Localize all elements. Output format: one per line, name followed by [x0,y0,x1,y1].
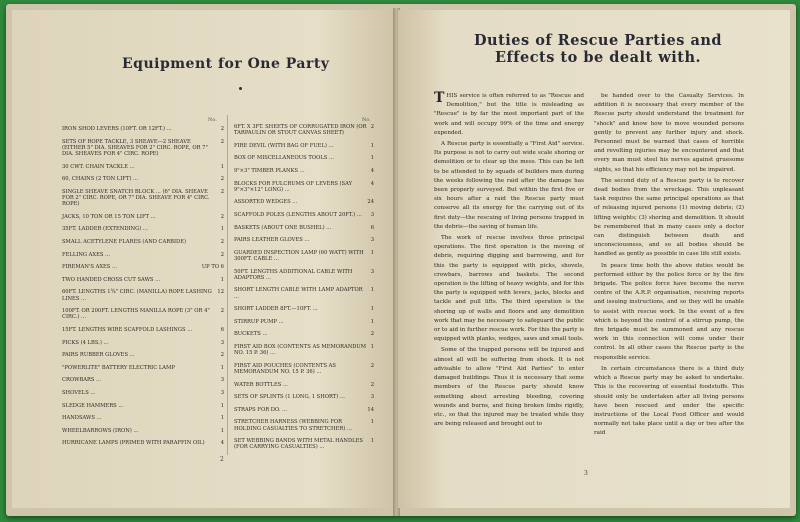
equipment-item: SHOVELS ... [62,389,96,396]
left-page [12,10,394,508]
equipment-quantity: 2 [220,238,224,245]
equipment-item: PAIRS RUBBER GLOVES ... [62,352,135,359]
paragraph [434,234,584,344]
equipment-quantity: 2 [220,188,224,195]
booklet [6,4,796,516]
equipment-item: SETS OF ROPE TACKLE, 3 SHEAVE—2 SHEAVE (EITHER 5" DIA. SHEAVES FOR 2" CIRC. ROPE, OR 7" DIA. SHEAVES FOR 4" CIRC. ROPE) [62,138,208,157]
equipment-item: TWO HANDED CROSS CUT SAWS ... [62,276,161,283]
paragraph [594,365,744,439]
equipment-row [62,252,224,258]
equipment-item: STRETCHER HARNESS (WEBBING FOR HOLDING CASUALTIES TO STRETCHER) ... [234,419,352,432]
equipment-row [62,226,224,232]
equipment-quantity: 3 [370,268,374,275]
equipment-quantity: 1 [220,226,224,233]
equipment-row [234,181,374,193]
equipment-item: ASSORTED WEDGES ... [234,199,298,206]
duties-text-column-2 [594,92,744,441]
equipment-row [234,225,374,231]
equipment-item: JACKS, 10 TON OR 15 TON LIFT ... [62,213,156,220]
right-page-title [438,32,758,66]
right-page-number: 3 [584,470,588,477]
equipment-item: BUCKETS ... [234,331,268,338]
equipment-quantity: 1 [220,402,224,409]
equipment-quantity: 4 [370,167,374,174]
equipment-row [234,155,374,161]
equipment-quantity: 2 [220,176,224,183]
equipment-quantity: 2 [220,352,224,359]
equipment-item: STRAPS FOR DO. ... [234,406,288,413]
equipment-row [234,394,374,400]
equipment-item: 60FT. LENGTHS 1¾" CIRC. (MANILLA) ROPE LASHING LINES ... [62,289,212,302]
equipment-item: 100FT. OR 200FT. LENGTHS MANILLA ROPE (3" OR 4" CIRC.) ... [62,308,210,321]
equipment-item: 6FT. X 3FT. SHEETS OF CORRUGATED IRON (OR TARPAULIN OR STOUT CANVAS SHEET) [234,124,367,137]
equipment-quantity: 1 [370,306,374,313]
paragraph [434,346,584,429]
equipment-row [62,403,224,409]
left-page-number: 2 [220,456,224,463]
paragraph-text: be handed over to the Casualty Services. In addition it is necessary that every member of the Rescue party should understand the treatment for "shock" and know how to move wounded persons gently to prevent any further injury and shock. Personnel must be warned that cases of horrible and revolting injuries may be encountered and that every man must steel his nerves against gruesome sights, so that his efficiency may not be impaired. [594,93,744,173]
equipment-quantity: 3 [220,389,224,396]
equipment-quantity: 1 [370,438,374,445]
equipment-row [234,319,374,325]
paragraph-text: The work of rescue involves three principal operations. The first operation is the moving of debris, requiring digging and barrowing, and for this the party is equipped with picks, shovels, crowbars, barrows and baskets. The second operation is the lifting of heavy weights, and for this the party is equipped with levers, jacks, blocks and tackle and pull lifts. The third operation is the shoring up of walls and floors and any demolition work that may be necessary to safeguard the public or to aid in further rescue work. For this the party is equipped with planks, wedges, saws and small tools. [434,235,584,343]
equipment-row [62,239,224,245]
equipment-row [62,189,224,208]
equipment-row [234,382,374,388]
equipment-row [62,390,224,396]
equipment-item: IRON SHOD LEVERS (10FT. OR 12FT.) ... [62,126,172,132]
equipment-row [62,289,224,301]
equipment-quantity: 1 [370,155,374,162]
equipment-quantity: 3 [220,339,224,346]
equipment-item: FIRE DEVIL (WITH BAG OF FUEL) ... [234,142,334,149]
equipment-row [234,199,374,205]
equipment-item: 60, CHAINS (2 TON LIFT) ... [62,176,138,183]
equipment-quantity: 4 [220,440,224,447]
equipment-row [62,327,224,333]
equipment-row [234,212,374,218]
equipment-quantity: 1 [370,318,374,325]
equipment-item: 15FT. LENGTHS WIRE SCAFFOLD LASHINGS ... [62,326,193,333]
equipment-quantity: 4 [370,180,374,187]
equipment-row [234,237,374,243]
no-column-header-1: No. [208,117,217,123]
paragraph-text: A Rescue party is essentially a "First Aid" service. Its purpose is not to carry out wide scale shoring or demolition or to clear up the mess. This can be left to be attended to by squads of builders men during the weeks following the raid after the damage has been properly surveyed. But within the first five or six hours after a raid the Rescue party must conserve all its energy for the carrying out of its first duty—the rescuing of living persons trapped in the debris—the saving of human life. [434,141,584,230]
equipment-row [234,269,374,281]
equipment-quantity: 3 [370,211,374,218]
equipment-quantity: 2 [220,308,224,315]
right-title-line-1: Duties of Rescue Parties and [473,32,723,49]
equipment-item: STIRRUP PUMP ... [234,318,284,325]
equipment-row [62,440,224,446]
equipment-quantity: 1 [220,163,224,170]
equipment-quantity: 1 [220,415,224,422]
equipment-quantity: 1 [220,364,224,371]
equipment-quantity: 24 [367,199,374,206]
equipment-item: SINGLE SHEAVE SNATCH BLOCK ... (6" DIA. SHEAVE FOR 2" CIRC. ROPE, OR 7" DIA. SHEAVE FOR 4" CIRC. ROPE) [62,188,210,208]
equipment-quantity: 3 [370,237,374,244]
no-column-header-2: No. [362,117,371,123]
equipment-quantity: 3 [370,394,374,401]
equipment-quantity: 2 [370,124,374,130]
equipment-item: 9"×3" TIMBER PLANKS ... [234,167,305,174]
equipment-row [234,168,374,174]
bullet-mark [239,87,242,90]
paragraph [594,177,744,260]
equipment-quantity: 2 [220,251,224,258]
equipment-quantity: 14 [367,406,374,413]
equipment-item: BLOCKS FOR FULCRUMS OF LEVERS (SAY 9"×3"×12" LONG) ... [234,180,353,193]
equipment-item: SET WEBBING BANDS WITH METAL HANDLES (FOR CARRYING CASUALTIES) ... [234,438,363,451]
drop-cap: T [434,90,445,106]
equipment-quantity: 1 [370,343,374,350]
equipment-item: BOX OF MISCELLANEOUS TOOLS ... [234,155,334,162]
paragraph [594,92,744,175]
equipment-row [234,306,374,312]
equipment-row [234,419,374,431]
equipment-quantity: 1 [220,427,224,434]
equipment-row [234,331,374,337]
equipment-row [62,428,224,434]
equipment-quantity: 6 [220,326,224,333]
equipment-quantity: UP TO 6 [201,264,224,271]
equipment-quantity: 2 [220,213,224,220]
equipment-item: SMALL ACETYLENE FLARES (AND CARBIDE) [62,238,186,245]
equipment-item: 30 CWT. CHAIN TACKLE ... [62,163,135,170]
equipment-row [62,164,224,170]
equipment-item: PAIRS LEATHER GLOVES ... [234,237,310,244]
equipment-row [234,124,374,136]
duties-text-column-1 [434,92,584,431]
equipment-item: SHORT LENGTH CABLE WITH LAMP ADAPTOR ... [234,287,363,300]
right-title-line-2: Effects to be dealt with. [494,49,702,66]
equipment-row [234,143,374,149]
equipment-item: WATER BOTTLES ... [234,381,288,388]
equipment-item: FIRST AID BOX (CONTENTS AS MEMORANDUM NO. 15 P. 36) ... [234,343,367,357]
column-divider [227,115,228,455]
equipment-row [234,407,374,413]
left-page-title: Equipment for One Party [122,56,330,72]
paragraph [434,140,584,232]
equipment-quantity: 1 [220,276,224,283]
equipment-item: HURRICANE LAMPS (PRIMED WITH PARAFFIN OIL) [62,440,205,447]
equipment-item: SHORT LADDER 8FT.—10FT. ... [234,306,318,313]
equipment-row [234,287,374,299]
equipment-row [234,438,374,450]
equipment-row [62,214,224,220]
equipment-row [62,176,224,182]
equipment-row [62,139,224,158]
equipment-row [62,415,224,421]
equipment-quantity: 2 [220,138,224,145]
equipment-quantity: 2 [370,381,374,388]
paragraph [594,262,744,363]
equipment-row [234,344,374,356]
equipment-item: SETS OF SPLINTS (1 LONG, 1 SHORT) ... [234,394,345,401]
equipment-row [62,308,224,320]
paragraph-text: In certain circumstances there is a third duty which a Rescue party may be asked to undertake. This is the recovering of essential foodstuffs. This should only be undertaken after all living persons have been rescued and under the specific instructions of the Local Food Officer and would normally not take place until a day or two after the raid [594,365,744,437]
equipment-item: FIREMAN'S AXES ... [62,264,117,271]
equipment-item: FIRST AID POUCHES (CONTENTS AS MEMORANDUM NO. 15 P. 36) ... [234,362,336,375]
equipment-quantity: 2 [370,362,374,369]
paragraph-text: The second duty of a Rescue party is to recover dead bodies from the wreckage. This unpleasant task requires the same principal operations as that of releasing injured persons (1) moving debris; (2) lifting weights; (3) shoring and demolition. It should be remembered that in many cases only a doctor can distinguish between death and unconsciousness, and so all bodies should be handled as gently as possible in case life still exists. [594,177,744,258]
equipment-row [62,264,224,270]
equipment-item: 35FT. LADDER (EXTENDING) ... [62,226,148,233]
paragraph [434,92,584,138]
paragraph-text: Some of the trapped persons will be injured and almost all will be suffering from shock. It is not advisable to allow "First Aid Parties" to enter damaged buildings. Thus it is necessary that some members of the Rescue party should know something about arresting bleeding, covering wounds and burns, and fixing broken limbs rigidly, etc., so that the injured may be treated while they are being released and brought out to [434,347,584,428]
equipment-item: SCAFFOLD POLES (LENGTHS ABOUT 20FT.) ... [234,211,362,218]
equipment-quantity: 3 [220,377,224,384]
equipment-item: CROWBARS ... [62,377,102,384]
equipment-list-column-2 [234,124,374,457]
equipment-item: BASKETS (ABOUT ONE BUSHEL) ... [234,224,332,231]
equipment-item: PICKS (4 LBS.) ... [62,339,109,346]
equipment-item: HANDSAWS ... [62,415,102,422]
equipment-quantity: 6 [370,224,374,231]
equipment-row [234,250,374,262]
equipment-item: 50FT. LENGTHS ADDITIONAL CABLE WITH ADAPTORS ... [234,268,353,281]
equipment-quantity: 2 [220,126,224,132]
equipment-quantity: 2 [370,331,374,338]
equipment-item: "POWERLITE" BATTERY ELECTRIC LAMP [62,364,175,371]
equipment-row [234,363,374,375]
equipment-item: SLEDGE HAMMERS ... [62,402,124,409]
equipment-quantity: 1 [370,142,374,149]
equipment-quantity: 12 [217,289,224,296]
equipment-row [62,340,224,346]
equipment-row [62,377,224,383]
paragraph-text: In peace time both the above duties would be performed either by the police force or by the fire brigade. The police force have become the nerve centre of the A.R.P. organisation, receiving reports and issuing instructions, and so they will be unable to assist with rescue work. In the event of a fire which is beyond the control of a stirrup pump, the fire brigade must be summoned and any rescue work in this connection will come under their control. In all other cases the Rescue party is the responsible service. [594,262,744,361]
equipment-row [62,126,224,132]
equipment-quantity: 1 [370,249,374,256]
equipment-item: FELLING AXES ... [62,251,111,258]
equipment-row [62,352,224,358]
equipment-list-column-1 [62,126,224,453]
equipment-quantity: 1 [370,419,374,426]
right-page [398,10,790,508]
paragraph-text: HIS service is often referred to as "Rescue and Demolition," but the title is misleading as "Rescue" is by far the most important part of the work and will occupy 99% of the time and energy expended. [434,93,584,136]
equipment-row [62,277,224,283]
equipment-quantity: 1 [370,287,374,294]
equipment-row [62,365,224,371]
equipment-item: WHEELBARROWS (IRON) ... [62,427,139,434]
equipment-item: GUARDED INSPECTION LAMP (60 WATT) WITH 300FT. CABLE ... [234,249,364,262]
